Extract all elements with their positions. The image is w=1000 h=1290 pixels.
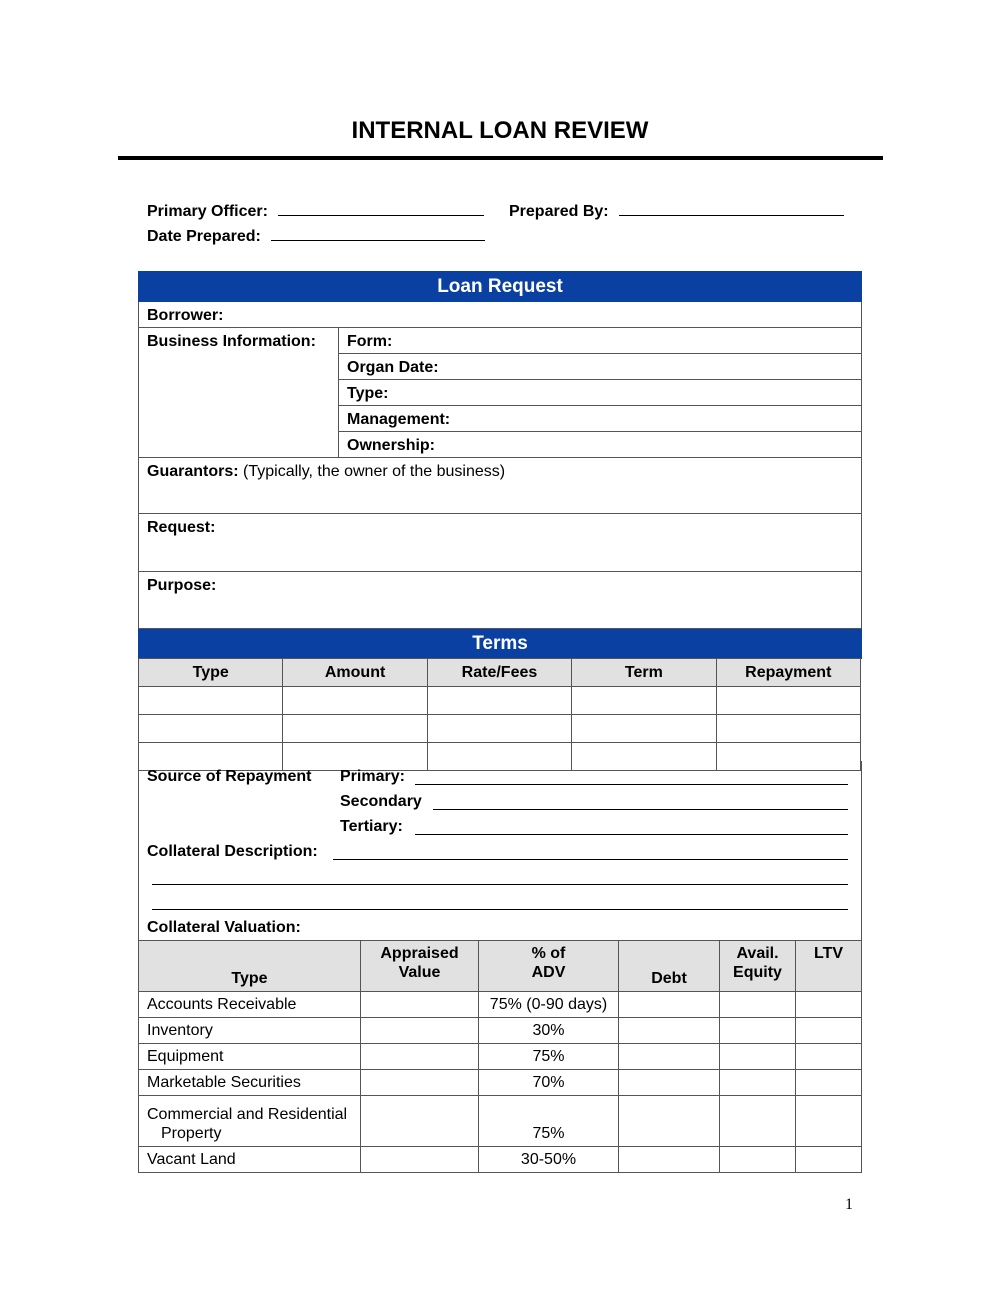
adv-percent: 30-50%	[479, 1147, 619, 1173]
terms-heading: Terms	[139, 629, 862, 659]
table-row	[139, 992, 862, 1018]
collateral-description-label: Collateral Description:	[147, 843, 318, 860]
ltv-cell[interactable]	[796, 1018, 862, 1044]
collateral-type: Marketable Securities	[139, 1070, 361, 1096]
terms-col-repayment: Repayment	[716, 659, 860, 687]
request-field[interactable]: Request:	[139, 514, 862, 572]
business-information-label: Business Information:	[139, 328, 339, 458]
secondary-input[interactable]	[433, 809, 848, 810]
collateral-type: Equipment	[139, 1044, 361, 1070]
terms-band	[139, 629, 862, 659]
purpose-field[interactable]: Purpose:	[139, 572, 862, 629]
debt-cell[interactable]	[619, 1070, 720, 1096]
avail-equity-cell[interactable]	[720, 1018, 796, 1044]
terms-col-term: Term	[572, 659, 716, 687]
collateral-header-row	[139, 941, 862, 992]
collateral-description-input[interactable]	[333, 859, 848, 860]
loan-request-band	[139, 272, 862, 302]
table-row	[139, 1096, 862, 1147]
ltv-cell[interactable]	[796, 1096, 862, 1147]
avail-equity-cell[interactable]	[720, 1044, 796, 1070]
terms-table	[138, 658, 861, 771]
terms-cell[interactable]	[427, 715, 571, 743]
prepared-by-field	[509, 199, 844, 221]
business-form-field[interactable]: Form:	[339, 328, 862, 354]
terms-cell[interactable]	[139, 687, 283, 715]
tertiary-label: Tertiary:	[340, 818, 403, 835]
primary-officer-field	[147, 199, 484, 221]
collateral-valuation-label: Collateral Valuation:	[147, 919, 301, 936]
terms-cell[interactable]	[139, 715, 283, 743]
primary-input[interactable]	[415, 784, 848, 785]
collateral-col-ltv: LTV	[796, 941, 862, 992]
collateral-type: Commercial and Residential Property	[139, 1096, 361, 1147]
table-row	[139, 715, 861, 743]
collateral-col-appraised-value: Appraised Value	[361, 941, 479, 992]
page-number: 1	[845, 1196, 853, 1213]
title-rule	[118, 156, 883, 160]
collateral-col-percent-adv: % of ADV	[479, 941, 619, 992]
business-organ-date-field[interactable]: Organ Date:	[339, 354, 862, 380]
debt-cell[interactable]	[619, 1018, 720, 1044]
business-ownership-field[interactable]: Ownership:	[339, 432, 862, 458]
debt-cell[interactable]	[619, 1096, 720, 1147]
loan-request-heading: Loan Request	[139, 272, 862, 302]
prepared-by-label: Prepared By:	[509, 203, 609, 220]
avail-equity-cell[interactable]	[720, 1096, 796, 1147]
source-of-repayment-label: Source of Repayment	[147, 768, 312, 785]
loan-request-table	[138, 271, 862, 659]
ltv-cell[interactable]	[796, 1070, 862, 1096]
terms-cell[interactable]	[572, 687, 716, 715]
terms-cell[interactable]	[283, 715, 427, 743]
collateral-type: Vacant Land	[139, 1147, 361, 1173]
terms-cell[interactable]	[716, 715, 860, 743]
primary-officer-input[interactable]	[278, 199, 484, 216]
adv-percent: 70%	[479, 1070, 619, 1096]
business-management-field[interactable]: Management:	[339, 406, 862, 432]
collateral-description-line-3[interactable]	[152, 909, 848, 910]
date-prepared-field	[147, 224, 485, 246]
appraised-value-cell[interactable]	[361, 1147, 479, 1173]
guarantors-field[interactable]	[139, 458, 862, 514]
collateral-col-avail-equity: Avail. Equity	[720, 941, 796, 992]
adv-percent: 75%	[479, 1096, 619, 1147]
debt-cell[interactable]	[619, 1044, 720, 1070]
appraised-value-cell[interactable]	[361, 992, 479, 1018]
adv-percent: 75% (0-90 days)	[479, 992, 619, 1018]
date-prepared-input[interactable]	[271, 224, 485, 241]
terms-cell[interactable]	[572, 715, 716, 743]
table-row	[139, 1018, 862, 1044]
appraised-value-cell[interactable]	[361, 1044, 479, 1070]
ltv-cell[interactable]	[796, 992, 862, 1018]
collateral-col-debt: Debt	[619, 941, 720, 992]
document-title: INTERNAL LOAN REVIEW	[351, 117, 649, 144]
appraised-value-cell[interactable]	[361, 1096, 479, 1147]
terms-col-amount: Amount	[283, 659, 427, 687]
avail-equity-cell[interactable]	[720, 1147, 796, 1173]
terms-cell[interactable]	[716, 687, 860, 715]
primary-officer-label: Primary Officer:	[147, 203, 268, 220]
adv-percent: 75%	[479, 1044, 619, 1070]
primary-label: Primary:	[340, 768, 405, 785]
ltv-cell[interactable]	[796, 1044, 862, 1070]
avail-equity-cell[interactable]	[720, 1070, 796, 1096]
terms-col-type: Type	[139, 659, 283, 687]
debt-cell[interactable]	[619, 992, 720, 1018]
table-row	[139, 1044, 862, 1070]
adv-percent: 30%	[479, 1018, 619, 1044]
collateral-description-line-2[interactable]	[152, 884, 848, 885]
terms-cell[interactable]	[283, 687, 427, 715]
collateral-type: Accounts Receivable	[139, 992, 361, 1018]
table-row	[139, 1070, 862, 1096]
terms-col-rate-fees: Rate/Fees	[427, 659, 571, 687]
collateral-valuation-table	[138, 940, 862, 1173]
date-prepared-label: Date Prepared:	[147, 228, 261, 245]
ltv-cell[interactable]	[796, 1147, 862, 1173]
borrower-field[interactable]: Borrower:	[139, 302, 862, 328]
terms-header-row	[139, 659, 861, 687]
table-row	[139, 687, 861, 715]
avail-equity-cell[interactable]	[720, 992, 796, 1018]
secondary-label: Secondary	[340, 793, 422, 810]
tertiary-input[interactable]	[415, 834, 848, 835]
prepared-by-input[interactable]	[619, 199, 844, 216]
guarantors-note: (Typically, the owner of the business)	[243, 463, 506, 480]
debt-cell[interactable]	[619, 1147, 720, 1173]
collateral-col-type: Type	[139, 941, 361, 992]
terms-cell[interactable]	[427, 687, 571, 715]
business-type-field[interactable]: Type:	[339, 380, 862, 406]
guarantors-label: Guarantors:	[147, 463, 239, 480]
collateral-type: Inventory	[139, 1018, 361, 1044]
appraised-value-cell[interactable]	[361, 1070, 479, 1096]
appraised-value-cell[interactable]	[361, 1018, 479, 1044]
table-row	[139, 1147, 862, 1173]
